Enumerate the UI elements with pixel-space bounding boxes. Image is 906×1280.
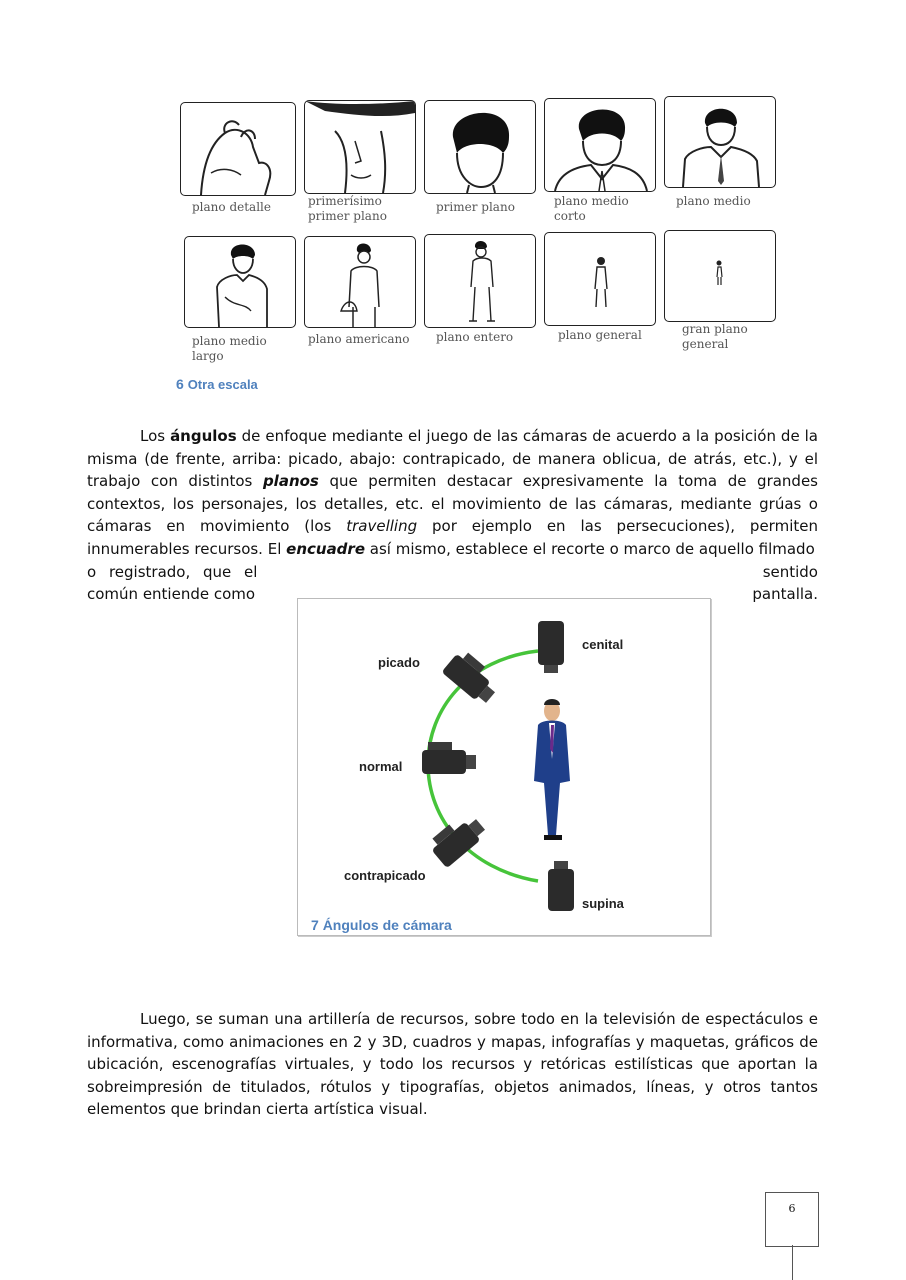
hand-detail-illustration (181, 103, 295, 195)
caption-text: Ángulos de cámara (322, 917, 452, 933)
shot-label: plano medio largo (192, 334, 267, 363)
american-shot-illustration (305, 237, 415, 327)
text-run: que permiten destacar expresivamente la toma de grandes contextos, los personajes, los detalles, etc. el movimiento de las cámaras, mediante grúas o cámaras en movimiento (los (87, 472, 818, 536)
shot-label: plano medio corto (554, 194, 629, 223)
camera-icon (422, 742, 476, 774)
general-shot-illustration (545, 233, 655, 325)
frame-plano-medio-largo (184, 236, 296, 328)
text-run: de enfoque mediante el juego de las cámaras de acuerdo a la posición de la misma (de frente, arriba: picado, abajo: contrapicado, de manera oblicua, de atrás, etc.), y el trabajo con distintos (87, 427, 818, 491)
angle-label: cenital (582, 637, 624, 652)
text-run: común entiende como (87, 585, 256, 604)
frame-plano-medio-corto (544, 98, 656, 192)
text-run: o registrado, que el (87, 562, 258, 581)
text-run: pantalla. (752, 585, 818, 604)
shot-scale-figure (176, 92, 780, 372)
paragraph-text: Luego, se suman una artillería de recursos, sobre todo en la televisión de espectáculos e informativa, como animaciones en 2 y 3D, cuadros y mapas, infografías y maquetas, gráficos de ubicación, escenografías virtuales, y todo los recursos y retóricas estilísticas que aportan la sobreimpresión de titulados, rótulos y tipografías, objetos animados, líneas, y otros tantos elementos que brindan cierta artística visual. (87, 1010, 818, 1119)
camera-angles-figure (297, 598, 711, 936)
shot-label: plano entero (436, 330, 514, 344)
frame-gran-plano-general (664, 230, 776, 322)
angle-label: contrapicado (344, 868, 426, 883)
split-line (87, 561, 818, 584)
caption-number: 7 (311, 917, 319, 933)
shot-label: plano general (558, 328, 642, 342)
shot-label: primer plano (436, 200, 515, 214)
businessman-figure (534, 699, 570, 840)
camera-icon (548, 861, 574, 911)
figure-caption (176, 376, 258, 392)
angle-label: normal (359, 759, 403, 774)
page-number-line (792, 1245, 793, 1280)
medium-long-illustration (185, 237, 295, 327)
medium-shot-illustration (665, 97, 775, 187)
head-illustration (425, 101, 535, 193)
frame-plano-entero (424, 234, 536, 328)
bust-illustration (545, 99, 655, 191)
angle-label: picado (378, 655, 420, 670)
angle-label: supina (582, 896, 624, 911)
shot-label: plano americano (308, 332, 410, 346)
page-number: 6 (788, 1202, 796, 1215)
face-closeup-illustration (305, 101, 415, 193)
bold-italic-term: planos (262, 472, 319, 491)
text-run: así mismo, establece el recorte o marco de aquello filmado (365, 539, 815, 558)
wide-shot-illustration (665, 231, 775, 321)
frame-plano-general (544, 232, 656, 326)
camera-icon (538, 621, 564, 673)
shot-label: plano medio (676, 194, 751, 208)
body-paragraph (87, 1008, 818, 1121)
frame-plano-americano (304, 236, 416, 328)
bold-term: ángulos (170, 427, 237, 445)
caption-text: Otra escala (187, 377, 258, 392)
shot-label: plano detalle (192, 200, 271, 214)
page-number-box (765, 1192, 819, 1247)
text-run: sentido (762, 562, 818, 581)
frame-plano-detalle (180, 102, 296, 196)
paragraph-text (87, 425, 818, 561)
shot-label: gran plano general (682, 322, 748, 351)
frame-plano-medio (664, 96, 776, 188)
shot-label: primerísimo primer plano (308, 194, 387, 223)
bold-italic-term: encuadre (286, 539, 365, 558)
italic-term: travelling (346, 517, 418, 536)
frame-primerisimo (304, 100, 416, 194)
frame-primer-plano (424, 100, 536, 194)
figure-caption (311, 917, 452, 933)
text-run: por ejemplo en las persecuciones), permiten innumerables recursos. El (87, 517, 818, 558)
body-paragraph (87, 425, 818, 606)
caption-number: 6 (176, 376, 184, 392)
text-run: Los (140, 427, 171, 445)
full-shot-illustration (425, 235, 535, 327)
